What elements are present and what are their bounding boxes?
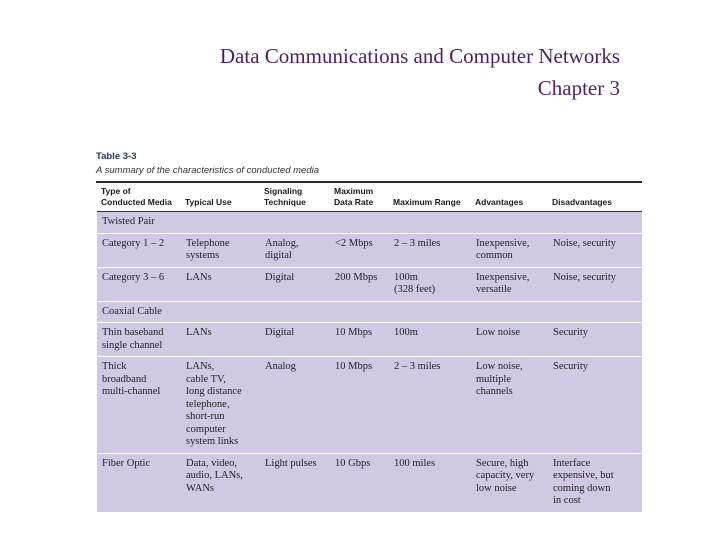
table-cell: Category 3 – 6: [97, 267, 181, 301]
table-cell: Telephone systems: [181, 233, 260, 267]
table-cell: Thick broadband multi-channel: [97, 357, 181, 454]
table-cell: Thin baseband single channel: [97, 323, 181, 357]
table-cell: Inexpensive, common: [471, 233, 548, 267]
table-cell: Low noise, multiple channels: [471, 357, 548, 454]
table-caption: A summary of the characteristics of conducted media: [96, 165, 319, 176]
table-cell: Digital: [260, 267, 330, 301]
table-cell: Light pulses: [260, 453, 330, 512]
table-top-rule: [96, 181, 642, 183]
column-header: Disadvantages: [548, 184, 642, 212]
section-row: [97, 212, 642, 234]
table-cell: 100m: [389, 323, 471, 357]
table-cell: Noise, security: [548, 267, 642, 301]
column-header: Signaling Technique: [260, 184, 330, 212]
section-label: Coaxial Cable: [97, 301, 642, 323]
table-cell: <2 Mbps: [330, 233, 389, 267]
table-heading: [96, 150, 319, 177]
table-cell: LANs: [181, 323, 260, 357]
table-cell: Data, video, audio, LANs, WANs: [181, 453, 260, 512]
table-cell: 2 – 3 miles: [389, 357, 471, 454]
chapter-title: Chapter 3: [537, 76, 620, 100]
table-cell: Security: [548, 323, 642, 357]
table-cell: Inexpensive, versatile: [471, 267, 548, 301]
table-cell: Digital: [260, 323, 330, 357]
table-cell: 2 – 3 miles: [389, 233, 471, 267]
table-cell: 10 Gbps: [330, 453, 389, 512]
table-cell: 10 Mbps: [330, 357, 389, 454]
conducted-media-table: [97, 184, 642, 512]
table-cell: Secure, high capacity, very low noise: [471, 453, 548, 512]
table-cell: Low noise: [471, 323, 548, 357]
table-cell: LANs: [181, 267, 260, 301]
table-cell: Noise, security: [548, 233, 642, 267]
table-cell: LANs, cable TV, long distance telephone, short-run computer system links: [181, 357, 260, 454]
table-header-row: [97, 184, 642, 212]
table-row: [97, 357, 642, 454]
table-cell: Analog: [260, 357, 330, 454]
slide-title: [100, 40, 620, 104]
column-header: Type of Conducted Media: [97, 184, 181, 212]
table-cell: Fiber Optic: [97, 453, 181, 512]
table-cell: 10 Mbps: [330, 323, 389, 357]
table-cell: 200 Mbps: [330, 267, 389, 301]
table-cell: 100m (328 feet): [389, 267, 471, 301]
table-row: [97, 267, 642, 301]
table-cell: Security: [548, 357, 642, 454]
table-label: Table 3-3: [96, 151, 137, 162]
section-row: [97, 301, 642, 323]
table-cell: Interface expensive, but coming down in cost: [548, 453, 642, 512]
table-cell: 100 miles: [389, 453, 471, 512]
table-row: [97, 453, 642, 512]
column-header: Maximum Data Rate: [330, 184, 389, 212]
table-cell: Analog, digital: [260, 233, 330, 267]
column-header: Maximum Range: [389, 184, 471, 212]
course-title: Data Communications and Computer Networks: [219, 44, 620, 68]
table-cell: Category 1 – 2: [97, 233, 181, 267]
table-row: [97, 233, 642, 267]
column-header: Advantages: [471, 184, 548, 212]
table-body: [97, 212, 642, 512]
table-row: [97, 323, 642, 357]
column-header: Typical Use: [181, 184, 260, 212]
section-label: Twisted Pair: [97, 212, 642, 234]
